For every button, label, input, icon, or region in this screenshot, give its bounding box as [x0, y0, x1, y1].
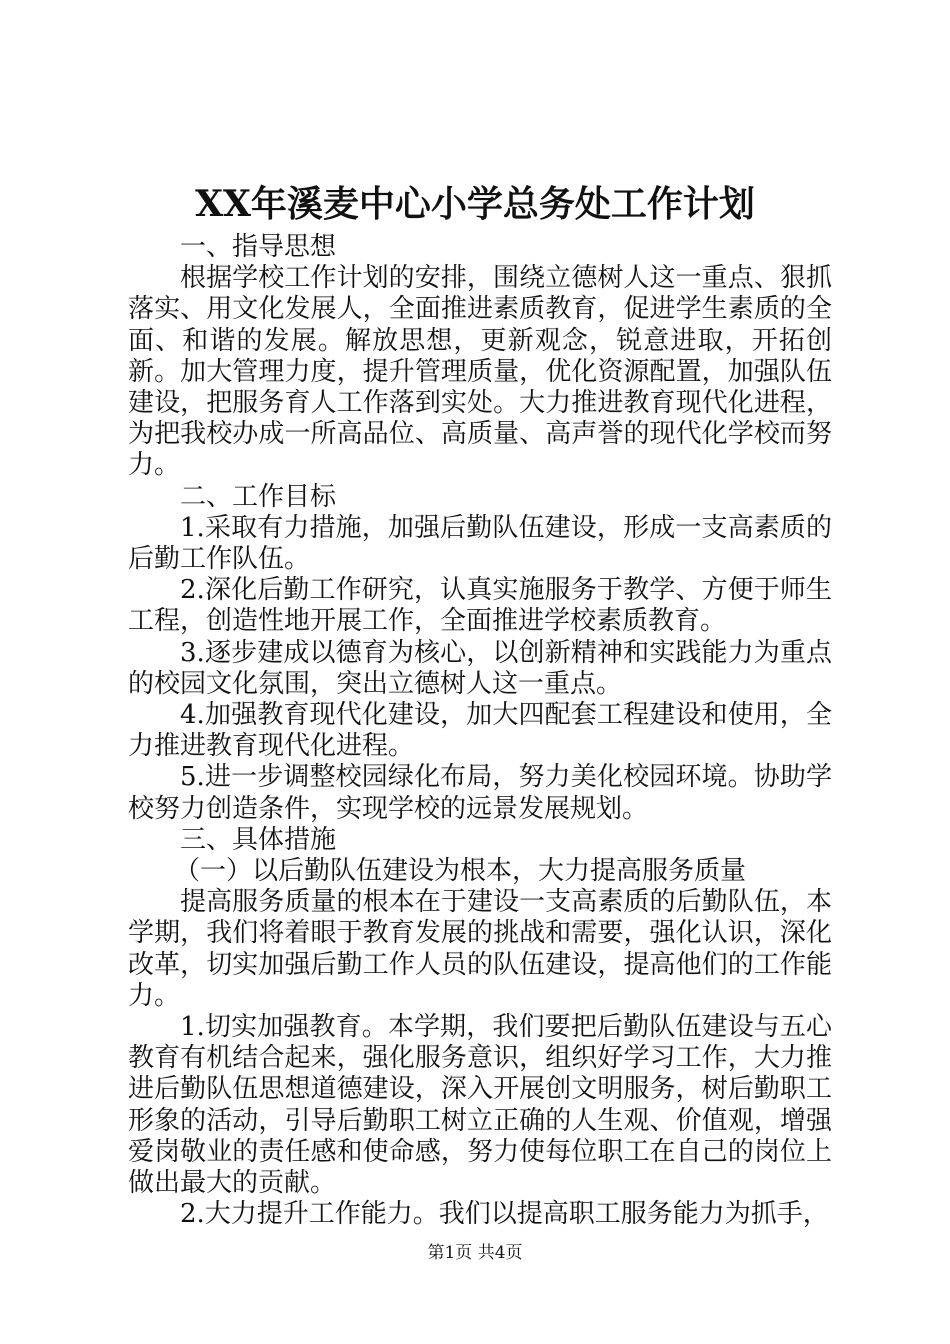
section-heading-guiding-ideology: 一、指导思想	[180, 232, 337, 262]
document-body	[128, 232, 832, 1231]
goal-item-3: 3.逐步建成以德育为核心，以创新精神和实践能力为重点的校园文化氛围，突出立德树人这一重点。	[128, 637, 832, 699]
goal-item-1: 1.采取有力措施，加强后勤队伍建设，形成一支高素质的后勤工作队伍。	[128, 512, 832, 575]
measure-item-1: 1.切实加强教育。本学期，我们要把后勤队伍建设与五心教育有机结合起来，强化服务意识，组织好学习工作，大力推进后勤队伍思想道德建设，深入开展创文明服务，树后勤职工形象的活动，引导后勤职工树立正确的人生观、价值观，增强爱岗敬业的责任感和使命感，努力使每位职工在自己的岗位上做出最大的贡献。	[128, 1012, 832, 1199]
document-title: XX年溪麦中心小学总务处工作计划	[195, 183, 755, 225]
paragraph-guiding-ideology: 根据学校工作计划的安排，围绕立德树人这一重点、狠抓落实、用文化发展人，全面推进素质教育，促进学生素质的全面、和谐的发展。解放思想，更新观念，锐意进取，开拓创新。加大管理力度，提升管理质量，优化资源配置，加强队伍建设，把服务育人工作落到实处。大力推进教育现代化进程，为把我校办成一所高品位、高质量、高声誉的现代化学校而努力。	[128, 263, 832, 481]
section-heading-specific-measures: 三、具体措施	[180, 824, 337, 855]
subsection-heading-team-building: （一）以后勤队伍建设为根本，大力提高服务质量	[174, 856, 747, 887]
goal-item-2: 2.深化后勤工作研究，认真实施服务于教学、方便于师生工程，创造性地开展工作，全面推进学校素质教育。	[128, 575, 832, 637]
paragraph-team-building: 提高服务质量的根本在于建设一支高素质的后勤队伍，本学期，我们将着眼于教育发展的挑战和需要，强化认识，深化改革，切实加强后勤工作人员的队伍建设，提高他们的工作能力。	[128, 887, 832, 1011]
page-footer: 第1页 共4页	[427, 1243, 523, 1263]
measure-item-2: 2.大力提升工作能力。我们以提高职工服务能力为抓手，	[180, 1199, 829, 1230]
section-heading-work-goals: 二、工作目标	[180, 481, 337, 512]
goal-item-5: 5.进一步调整校园绿化布局，努力美化校园环境。协助学校努力创造条件，实现学校的远景发展规划。	[128, 762, 832, 824]
goal-item-4: 4.加强教育现代化建设，加大四配套工程建设和使用，全力推进教育现代化进程。	[128, 700, 832, 762]
